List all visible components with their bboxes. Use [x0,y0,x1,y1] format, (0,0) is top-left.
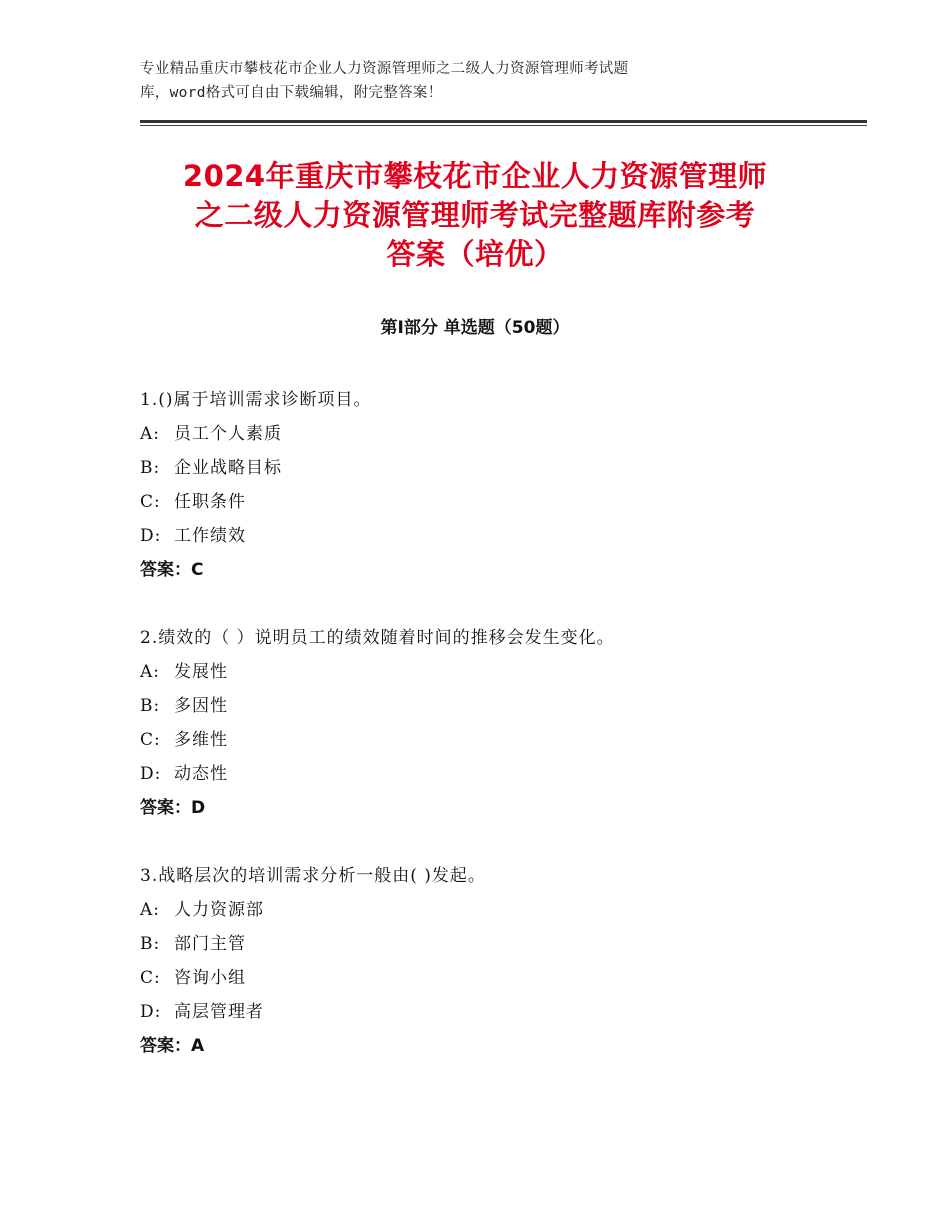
header-divider [140,120,867,126]
option-key: D: [140,764,162,784]
title-line-1: 2024年重庆市攀枝花市企业人力资源管理师 [182,159,768,193]
option-a [140,655,840,689]
header-note-line-2: 库，word格式可自由下载编辑，附完整答案！ [140,85,443,101]
question-3 [140,859,840,1063]
option-text: 员工个人素质 [174,424,282,444]
option-text: 多因性 [174,696,228,716]
question-2 [140,621,840,825]
question-list [140,383,840,1097]
option-d [140,519,840,553]
option-text: 部门主管 [174,934,246,954]
option-c [140,485,840,519]
question-1 [140,383,840,587]
header-note [140,57,820,105]
option-key: C: [140,968,161,988]
option-key: A: [140,662,161,682]
option-b [140,689,840,723]
option-d [140,995,840,1029]
option-key: B: [140,696,161,716]
option-b [140,451,840,485]
question-stem: 2.绩效的（ ）说明员工的绩效随着时间的推移会发生变化。 [140,628,615,648]
question-stem: 1.()属于培训需求诊断项目。 [140,390,372,410]
title-line-3: 答案（培优） [386,237,564,271]
option-key: D: [140,1002,162,1022]
option-key: A: [140,424,161,444]
divider-thin-line [140,125,867,126]
question-stem: 3.战略层次的培训需求分析一般由( )发起。 [140,866,486,886]
document-title [130,157,820,274]
option-a [140,417,840,451]
answer-label: 答案：C [140,560,204,580]
option-key: B: [140,458,161,478]
title-line-2: 之二级人力资源管理师考试完整题库附参考 [194,198,756,232]
answer-label: 答案：D [140,798,206,818]
option-key: D: [140,526,162,546]
section-heading: 第Ⅰ部分 单选题（50题） [380,318,570,338]
divider-thick-line [140,120,867,123]
option-text: 人力资源部 [174,900,264,920]
option-text: 多维性 [174,730,228,750]
option-text: 动态性 [174,764,228,784]
option-text: 任职条件 [174,492,246,512]
option-text: 工作绩效 [174,526,246,546]
option-text: 企业战略目标 [174,458,282,478]
option-b [140,927,840,961]
option-d [140,757,840,791]
answer-label: 答案：A [140,1036,205,1056]
header-note-line-1: 专业精品重庆市攀枝花市企业人力资源管理师之二级人力资源管理师考试题 [140,61,629,77]
option-a [140,893,840,927]
option-key: A: [140,900,161,920]
option-text: 发展性 [174,662,228,682]
option-c [140,723,840,757]
option-text: 高层管理者 [174,1002,264,1022]
option-key: C: [140,492,161,512]
option-key: B: [140,934,161,954]
option-text: 咨询小组 [174,968,246,988]
option-key: C: [140,730,161,750]
option-c [140,961,840,995]
